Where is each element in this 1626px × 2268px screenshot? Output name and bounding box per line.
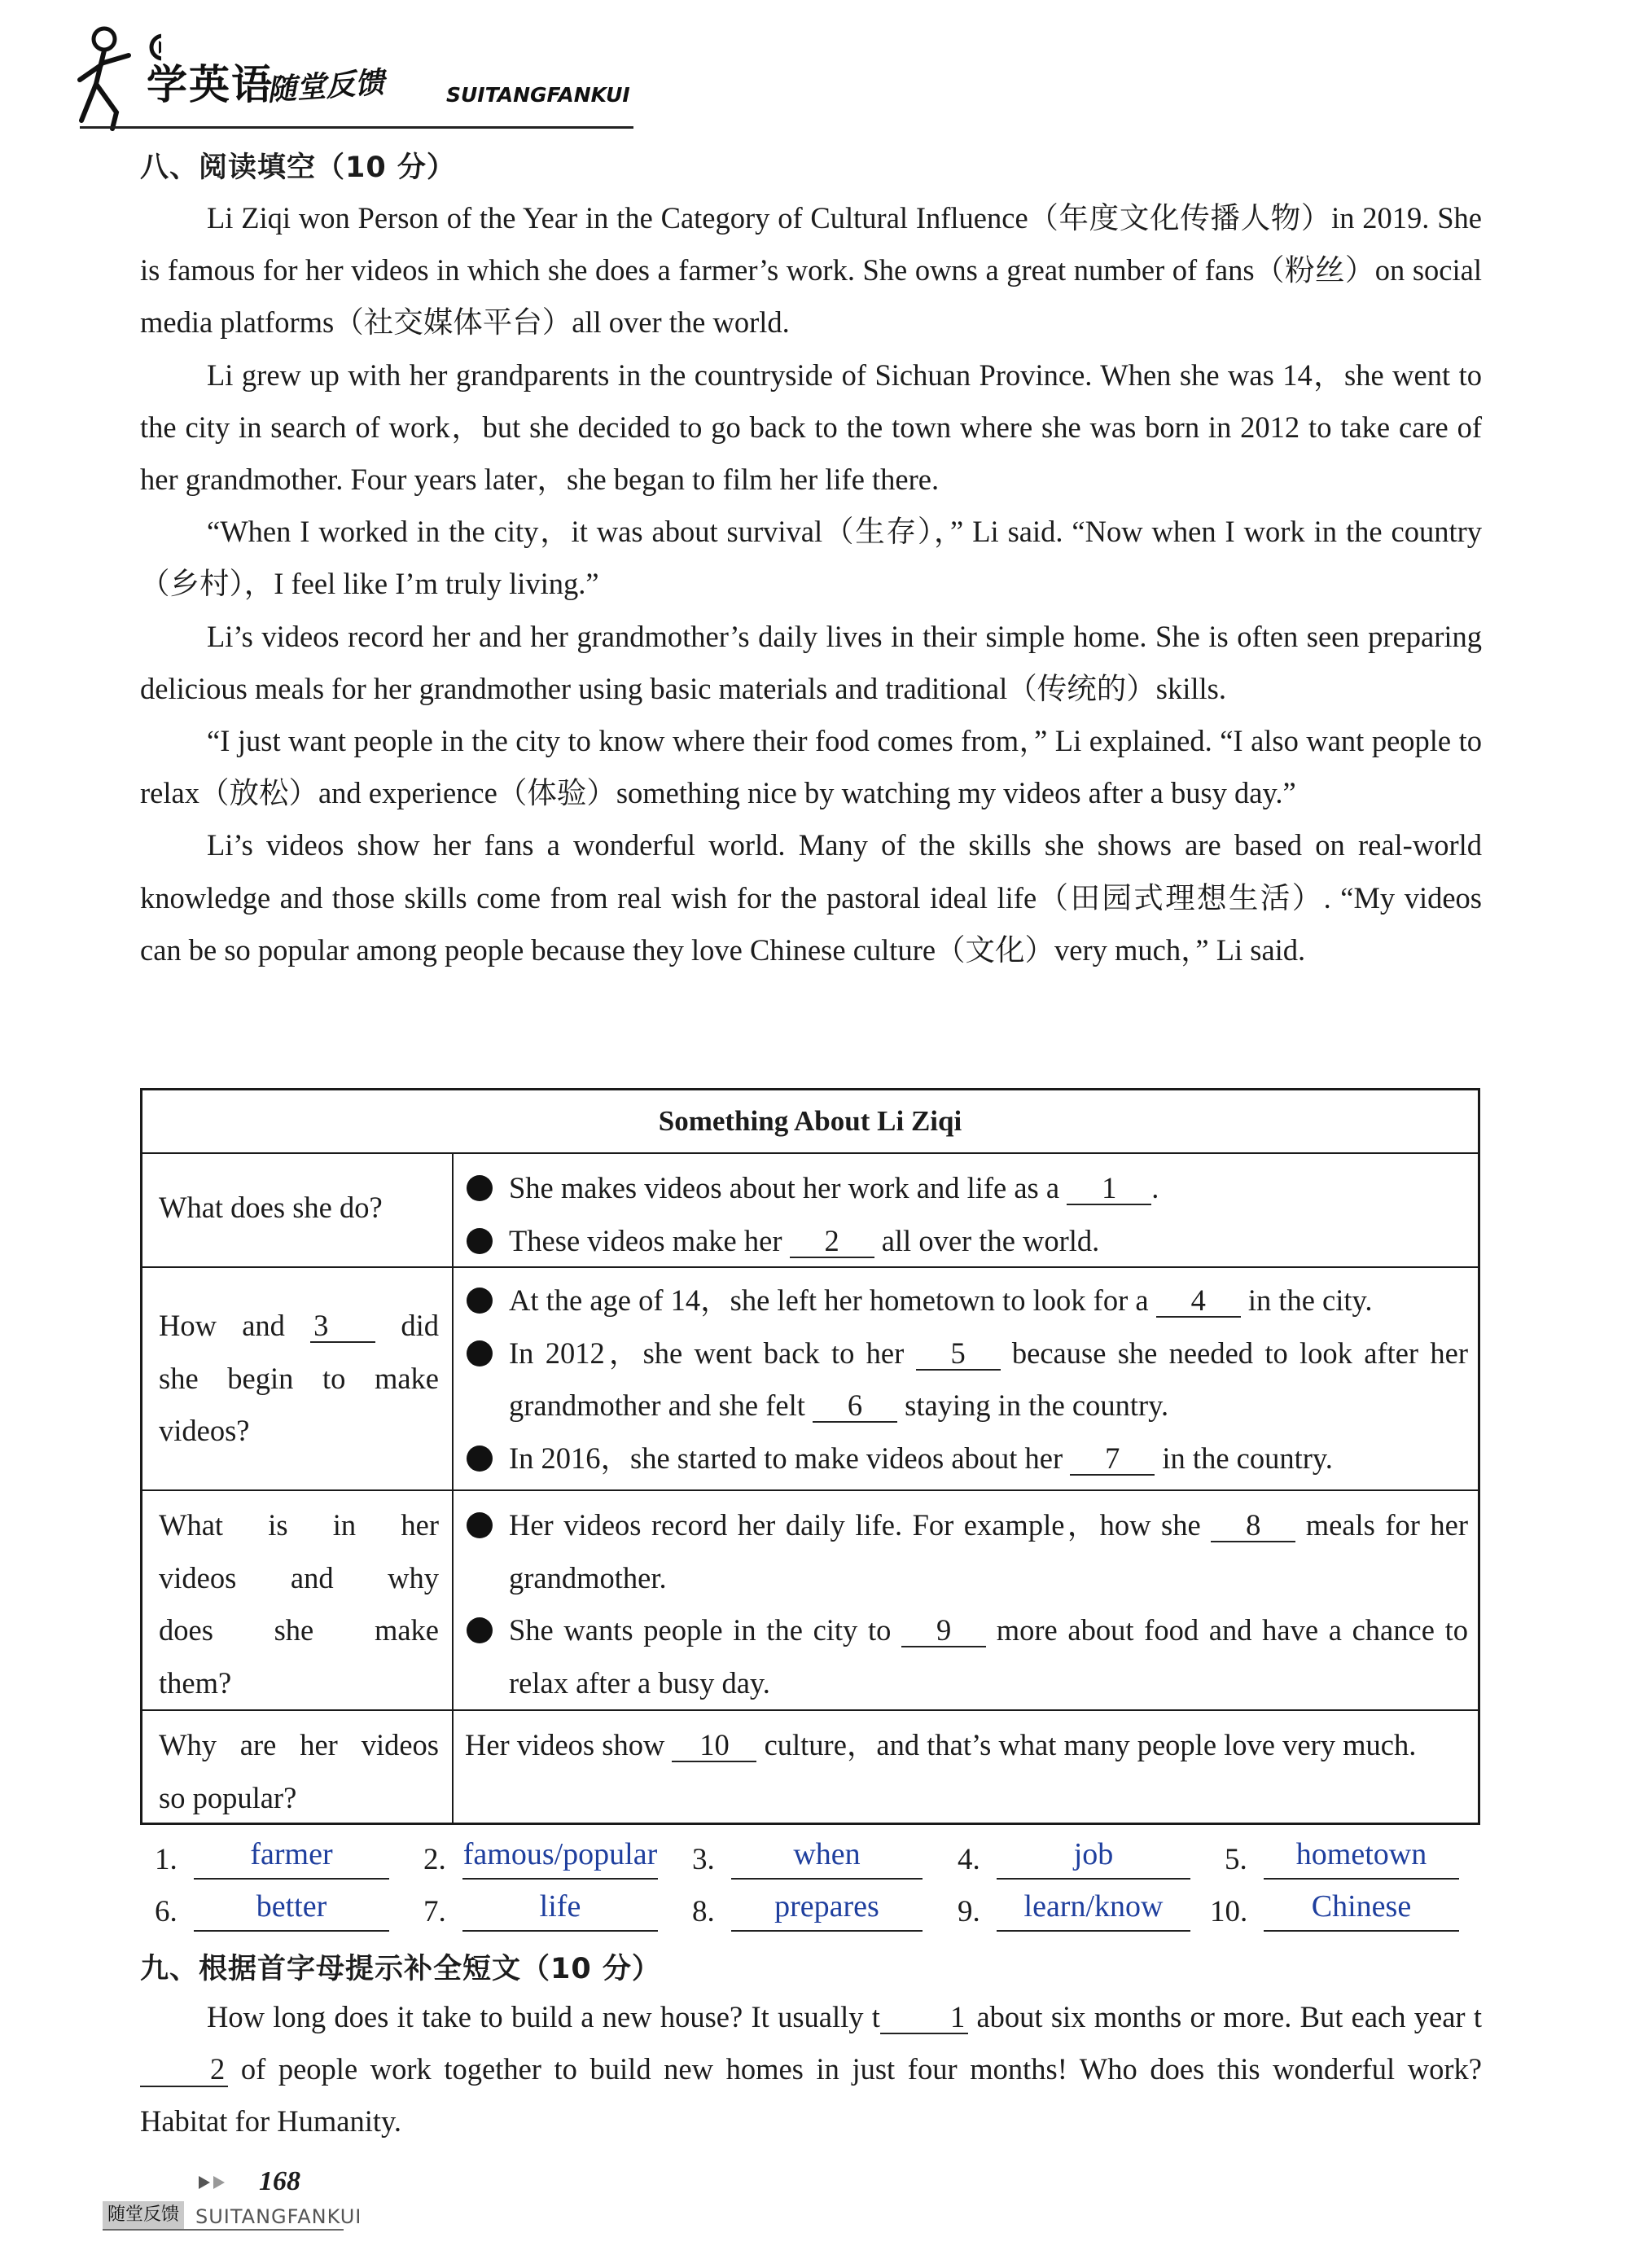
passage-paragraph: Li’s videos show her fans a wonderful world. Many of the skills she shows are based on real-world knowledge and those skills come from real wish for the pastoral ideal life（田园式理想生活）. “My videos can be so popular among people because they love Chinese culture（文化）very much，” Li said.: [140, 828, 1482, 967]
bullet-dot-icon: [467, 1228, 493, 1254]
table-plain-answer: Her videos show 10 culture，and that’s what many people love very much.: [465, 1728, 1417, 1761]
blank-9: 9: [901, 1615, 986, 1647]
question-line: How and 3 did: [159, 1309, 439, 1342]
blank-4: 4: [1156, 1285, 1241, 1318]
question-line: What does she do?: [159, 1191, 383, 1224]
blank-1: 1: [1067, 1173, 1151, 1205]
answer-number: 10.: [1210, 1895, 1248, 1928]
answer-value: learn/know: [997, 1888, 1190, 1932]
question-line: so popular?: [159, 1780, 297, 1814]
bullet-dot-icon: [467, 1175, 493, 1201]
table-bullet-item: Her videos record her daily life. For example，how she 8 meals for her grandmother.: [465, 1499, 1468, 1604]
table-question: [159, 1499, 439, 1709]
table-bullet-item: These videos make her 2 all over the world.: [465, 1215, 1468, 1268]
blank-7: 7: [1070, 1443, 1155, 1476]
blank-6: 6: [813, 1390, 897, 1423]
question-line: she begin to make: [159, 1361, 439, 1395]
answer-value: prepares: [731, 1888, 923, 1932]
table-question: [159, 1300, 439, 1458]
question-line: does she make: [159, 1613, 439, 1647]
passage-paragraph: “When I worked in the city，it was about survival（生存），” Li said. “Now when I work in the country（乡村），I feel like I’m truly living.”: [140, 515, 1482, 601]
question-line: them?: [159, 1665, 232, 1700]
header-subtitle-en: SUITANGFANKUI: [446, 83, 630, 107]
bullet-dot-icon: [467, 1617, 493, 1643]
page-header: [65, 23, 635, 133]
bullet-dot-icon: [467, 1445, 493, 1472]
answer-number: 2.: [423, 1843, 446, 1876]
footer-rule: [103, 2229, 344, 2231]
cloze-blank-1: 1: [880, 2002, 968, 2034]
table-question: [159, 1182, 439, 1235]
table-answer-cell: [465, 1719, 1468, 1772]
answer-number: 1.: [155, 1843, 178, 1876]
table-row-divider: [142, 1709, 1478, 1711]
header-rule: [80, 126, 633, 129]
blank-2: 2: [790, 1226, 874, 1258]
answer-number: 6.: [155, 1895, 178, 1928]
table-bullet-item: At the age of 14，she left her hometown to look for a 4 in the city.: [465, 1274, 1468, 1327]
table-bullet-item: In 2012，she went back to her 5 because she needed to look after her grandmother and she felt 6 staying in the country.: [465, 1327, 1468, 1432]
table-question: [159, 1719, 439, 1824]
section-8-title: 八、阅读填空（10 分）: [140, 151, 456, 184]
header-title: 学英语: [147, 61, 274, 108]
answer-number: 7.: [423, 1895, 446, 1928]
answer-value: hometown: [1264, 1836, 1459, 1880]
blank-5: 5: [916, 1338, 1001, 1371]
table-row-divider: [142, 1489, 1478, 1491]
passage-paragraph: How long does it take to build a new house? It usually t 1 about six months or more. But each year t2 of people work together to build new homes in just four months! Who does this wonderful work? Habitat for Humanity.: [140, 2000, 1482, 2139]
blank-10: 10: [672, 1730, 756, 1762]
question-line: videos and why: [159, 1560, 439, 1595]
double-arrow-icon: [195, 2174, 244, 2191]
passage-paragraph: “I just want people in the city to know where their food comes from，” Li explained. “I also want people to relax（放松）and experience（体验）something nice by watching my videos after a busy day.”: [140, 724, 1482, 810]
answer-value: when: [731, 1836, 923, 1880]
footer-tag: 随堂反馈: [103, 2201, 184, 2229]
table-answer-cell: [465, 1162, 1468, 1267]
question-line: What is in her: [159, 1508, 439, 1542]
passage-paragraph: Li Ziqi won Person of the Year in the Category of Cultural Influence（年度文化传播人物）in 2019. She is famous for her videos in which she does a farmer’s work. She owns a great number of fans（粉丝）on social media platforms（社交媒体平台）all over the world.: [140, 201, 1482, 340]
table-divider: [452, 1152, 454, 1825]
info-table: [140, 1088, 1480, 1825]
answer-number: 3.: [692, 1843, 715, 1876]
answer-value: job: [997, 1836, 1190, 1880]
table-bullet-item: In 2016，she started to make videos about her 7 in the country.: [465, 1432, 1468, 1485]
answer-value: life: [462, 1888, 658, 1932]
table-bullet-item: She makes videos about her work and life as a 1 .: [465, 1162, 1468, 1215]
reading-passage: [140, 192, 1482, 976]
blank-3: 3: [310, 1310, 375, 1343]
table-bullet-item: She wants people in the city to 9 more about food and have a chance to relax after a busy day.: [465, 1604, 1468, 1709]
answer-number: 9.: [958, 1895, 980, 1928]
passage-paragraph: Li grew up with her grandparents in the countryside of Sichuan Province. When she was 14，she went to the city in search of work，but she decided to go back to the town where she was born in 2012 to take care of her grandmother. Four years later，she began to film her life there.: [140, 358, 1482, 497]
bullet-dot-icon: [467, 1512, 493, 1538]
answer-number: 8.: [692, 1895, 715, 1928]
table-answer-cell: [465, 1499, 1468, 1709]
page-number: 168: [259, 2166, 300, 2196]
section-9-title: 九、根据首字母提示补全短文（10 分）: [140, 1953, 661, 1985]
header-subtitle: 随堂反馈: [265, 66, 386, 107]
answer-value: Chinese: [1264, 1888, 1459, 1932]
blank-8: 8: [1211, 1510, 1295, 1542]
table-answer-cell: [465, 1274, 1468, 1485]
passage-paragraph: Li’s videos record her and her grandmother’s daily lives in their simple home. She is often seen preparing delicious meals for her grandmother using basic materials and traditional（传统的）skills.: [140, 619, 1482, 705]
bullet-dot-icon: [467, 1340, 493, 1367]
answer-value: better: [194, 1888, 389, 1932]
cloze-blank-2: 2: [140, 2054, 228, 2086]
answer-value: famous/popular: [462, 1836, 658, 1880]
footer-tag-en: SUITANGFANKUI: [195, 2205, 362, 2228]
bullet-dot-icon: [467, 1288, 493, 1314]
answer-number: 5.: [1225, 1843, 1247, 1876]
question-line: Why are her videos: [159, 1728, 439, 1761]
table-caption: Something About Li Ziqi: [142, 1090, 1478, 1154]
cloze-passage: [140, 1991, 1482, 2148]
answer-number: 4.: [958, 1843, 980, 1876]
question-line: videos?: [159, 1414, 250, 1447]
answer-value: farmer: [194, 1836, 389, 1880]
